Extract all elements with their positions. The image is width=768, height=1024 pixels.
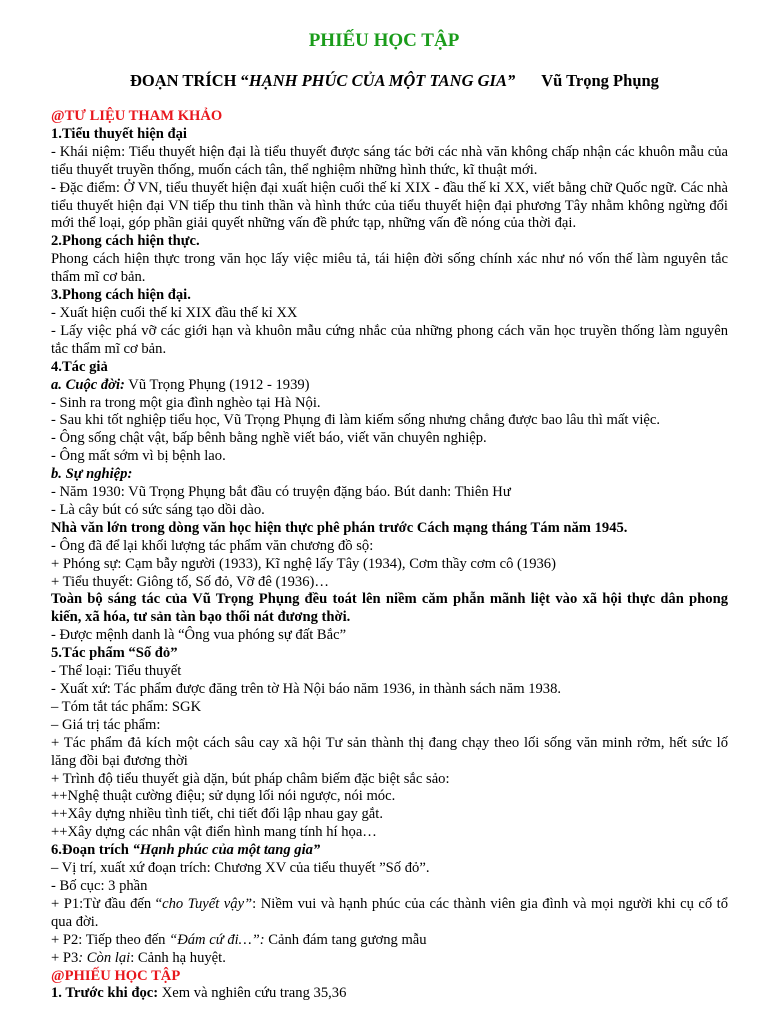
section-4-life-2: - Sau khi tốt nghiệp tiểu học, Vũ Trọng Phụng đi làm kiếm sống nhưng chẳng được bao lâu thì mất việc. xyxy=(51,412,660,429)
section-1-heading: 1.Tiểu thuyết hiện đại xyxy=(51,125,187,142)
section-5-line-3: – Tóm tắt tác phẩm: SGK xyxy=(51,698,202,715)
subtitle-work: HẠNH PHÚC CỦA MỘT TANG GIA” xyxy=(248,71,516,90)
section-4-life-label: a. Cuộc đời: xyxy=(51,376,125,393)
section-4-life-text: Vũ Trọng Phụng (1912 - 1939) xyxy=(124,376,310,393)
question-1 xyxy=(51,985,728,1003)
reference-heading: @TƯ LIỆU THAM KHẢO xyxy=(51,108,223,124)
subtitle-prefix: ĐOẠN TRÍCH “ xyxy=(130,71,249,90)
document-body xyxy=(51,108,728,1003)
section-6-part-1 xyxy=(51,896,728,932)
section-4-life-3: - Ông sống chật vật, bấp bênh bằng nghề viết báo, viết văn chuyên nghiệp. xyxy=(51,430,487,447)
section-6-part-2-b: “Đám cứ đi…”: xyxy=(169,931,265,948)
section-1-para-2: - Đặc điểm: Ở VN, tiểu thuyết hiện đại xuất hiện cuối thế kỉ XIX - đầu thế kỉ XX, viết bằng chữ Quốc ngữ. Các nhà tiểu thuyết hiện đại VN tiếp thu tinh thần và hình thức của tiểu thuyết hiện đại phương Tây nhằm không ngừng đổi mới thể loại, góp phần giải quyết những vấn đề phức tạp, những vấn đề nóng của thời đại. xyxy=(51,179,728,232)
section-4-career-5: + Phóng sự: Cạm bẫy người (1933), Kĩ nghệ lấy Tây (1934), Cơm thầy cơm cô (1936) xyxy=(51,555,556,572)
section-6-part-3-a: + P3 xyxy=(51,949,79,966)
section-4-life-1: - Sinh ra trong một gia đình nghèo tại Hà Nội. xyxy=(51,394,321,411)
section-4-career-6: + Tiểu thuyết: Giông tố, Số đỏ, Vỡ đê (1936)… xyxy=(51,573,329,590)
section-6-part-2-c: Cảnh đám tang gương mẫu xyxy=(264,931,427,948)
section-6-part-1-b: cho Tuyết vậy” xyxy=(162,895,253,912)
section-4-career-7: Toàn bộ sáng tác của Vũ Trọng Phụng đều toát lên niềm căm phẫn mãnh liệt vào xã hội thực dân phong kiến, xã hóa, tư sản tàn bạo thối nát đương thời. xyxy=(51,591,728,626)
section-6-part-3-b: : Còn lại xyxy=(78,949,131,966)
section-5-line-9: ++Xây dựng các nhân vật điển hình mang tính hí họa… xyxy=(51,824,377,841)
section-5-line-1: - Thể loại: Tiểu thuyết xyxy=(51,663,182,680)
section-4-life-4: - Ông mất sớm vì bị bệnh lao. xyxy=(51,448,226,465)
section-6-line-1: – Vị trí, xuất xứ đoạn trích: Chương XV của tiểu thuyết ”Số đỏ”. xyxy=(51,860,430,877)
section-4-heading: 4.Tác giả xyxy=(51,358,108,375)
subtitle-author: Vũ Trọng Phụng xyxy=(541,71,659,90)
section-6-part-1-c: : Niềm vui và hạnh phúc của các thành viên gia đình và mọi người khi cụ cố tổ qua đời. xyxy=(51,895,728,930)
section-1-para-1: - Khái niệm: Tiểu thuyết hiện đại là tiểu thuyết được sáng tác bởi các nhà văn không chấp nhận các khuôn mẫu của tiểu thuyết truyền thống, muốn cách tân, thể nghiệm những hình thức, kĩ thuật mới. xyxy=(51,143,728,178)
section-5-line-2: - Xuất xứ: Tác phẩm được đăng trên tờ Hà Nội báo năm 1936, in thành sách năm 1938. xyxy=(51,681,562,697)
section-5-line-7: ++Nghệ thuật cường điệu; sử dụng lối nói ngược, nói móc. xyxy=(51,788,396,805)
section-2-para-1: Phong cách hiện thực trong văn học lấy việc miêu tả, tái hiện đời sống chính xác như nó vốn thế làm nguyên tắc thẩm mĩ cơ bản. xyxy=(51,251,728,286)
section-2-heading: 2.Phong cách hiện thực. xyxy=(51,233,200,250)
section-6-heading-title: “Hạnh phúc của một tang gia” xyxy=(132,842,321,859)
section-4-career-8: - Được mệnh danh là “Ông vua phóng sự đất Bắc” xyxy=(51,627,347,644)
section-6-heading-prefix: 6.Đoạn trích xyxy=(51,842,133,859)
section-5-line-6: + Trình độ tiểu thuyết già dặn, bút pháp châm biếm đặc biệt sắc sảo: xyxy=(51,770,450,787)
section-3-para-2: - Lấy việc phá vỡ các giới hạn và khuôn mẫu cứng nhắc của những phong cách văn học truyền thống làm nguyên tắc thẩm mĩ cơ bản. xyxy=(51,322,728,357)
section-4-career-4: - Ông đã để lại khối lượng tác phẩm văn chương đồ sộ: xyxy=(51,537,374,554)
section-4-life-line xyxy=(51,377,728,395)
section-3-heading: 3.Phong cách hiện đại. xyxy=(51,287,191,304)
section-4-career-label: b. Sự nghiệp: xyxy=(51,466,133,483)
section-4-career-1: - Năm 1930: Vũ Trọng Phụng bắt đầu có truyện đặng báo. Bút danh: Thiên Hư xyxy=(51,484,511,501)
question-1-text: Xem và nghiên cứu trang 35,36 xyxy=(158,985,347,1002)
section-3-para-1: - Xuất hiện cuối thế kỉ XIX đầu thế kỉ XX xyxy=(51,304,298,321)
section-6-heading xyxy=(51,842,728,860)
section-6-part-1-a: + P1:Từ đầu đến “ xyxy=(51,895,163,912)
section-5-line-5: + Tác phẩm đả kích một cách sâu cay xã hội Tư sản thành thị đang chạy theo lối sống văn minh rởm, hết sức lố lăng đồi bại đương thời xyxy=(51,734,728,769)
section-6-part-3 xyxy=(51,950,728,968)
section-5-heading: 5.Tác phẩm “Số đỏ” xyxy=(51,645,178,662)
worksheet-heading: @PHIẾU HỌC TẬP xyxy=(51,967,181,984)
section-4-career-2: - Là cây bút có sức sáng tạo dồi dào. xyxy=(51,501,265,518)
section-6-part-3-c: : Cảnh hạ huyệt. xyxy=(130,949,226,966)
section-6-line-2: - Bố cục: 3 phần xyxy=(51,877,148,894)
question-1-label: 1. Trước khi đọc: xyxy=(51,985,159,1002)
section-4-career-3: Nhà văn lớn trong dòng văn học hiện thực phê phán trước Cách mạng tháng Tám năm 1945. xyxy=(51,519,628,536)
section-6-part-2-a: + P2: Tiếp theo đến xyxy=(51,931,170,948)
document-subtitle xyxy=(130,71,659,91)
section-5-line-8: ++Xây dựng nhiều tình tiết, chi tiết đối lập nhau gay gắt. xyxy=(51,806,383,823)
section-6-part-2 xyxy=(51,932,728,950)
section-5-line-4: – Giá trị tác phẩm: xyxy=(51,716,161,733)
document-title: PHIẾU HỌC TẬP xyxy=(308,30,460,51)
